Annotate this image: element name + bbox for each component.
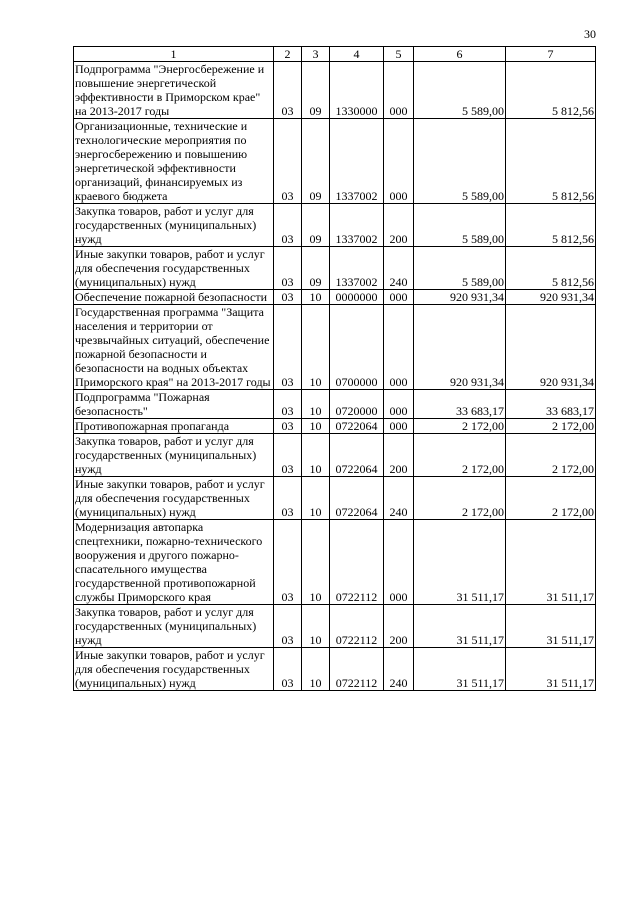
target-article-cell: 1330000 xyxy=(330,62,384,119)
amount-year2-cell: 5 812,56 xyxy=(506,247,596,290)
table-row xyxy=(74,247,596,290)
expense-type-cell: 240 xyxy=(384,247,414,290)
amount-year1-cell: 5 589,00 xyxy=(414,247,506,290)
target-article-cell: 1337002 xyxy=(330,247,384,290)
header-cell: 7 xyxy=(506,47,596,62)
row-name-cell: Закупка товаров, работ и услуг для государственных (муниципальных) нужд xyxy=(74,605,274,648)
table-row xyxy=(74,434,596,477)
amount-year2-cell: 31 511,17 xyxy=(506,605,596,648)
target-article-cell: 1337002 xyxy=(330,204,384,247)
podrazdel-cell: 10 xyxy=(302,390,330,419)
row-name-cell: Противопожарная пропаганда xyxy=(74,419,274,434)
amount-year1-cell: 31 511,17 xyxy=(414,520,506,605)
razdel-cell: 03 xyxy=(274,477,302,520)
podrazdel-cell: 10 xyxy=(302,520,330,605)
amount-year1-cell: 31 511,17 xyxy=(414,605,506,648)
row-name-cell: Иные закупки товаров, работ и услуг для обеспечения государственных (муниципальных) нужд xyxy=(74,648,274,691)
razdel-cell: 03 xyxy=(274,62,302,119)
header-cell: 3 xyxy=(302,47,330,62)
target-article-cell: 0722064 xyxy=(330,434,384,477)
target-article-cell: 1337002 xyxy=(330,119,384,204)
amount-year2-cell: 33 683,17 xyxy=(506,390,596,419)
amount-year1-cell: 33 683,17 xyxy=(414,390,506,419)
amount-year2-cell: 5 812,56 xyxy=(506,204,596,247)
table-row xyxy=(74,119,596,204)
target-article-cell: 0700000 xyxy=(330,305,384,390)
amount-year1-cell: 2 172,00 xyxy=(414,434,506,477)
table-row xyxy=(74,520,596,605)
expense-type-cell: 000 xyxy=(384,290,414,305)
table-row xyxy=(74,477,596,520)
expense-type-cell: 000 xyxy=(384,390,414,419)
razdel-cell: 03 xyxy=(274,290,302,305)
table-row xyxy=(74,605,596,648)
expense-type-cell: 200 xyxy=(384,204,414,247)
table-row xyxy=(74,419,596,434)
amount-year1-cell: 5 589,00 xyxy=(414,119,506,204)
target-article-cell: 0722112 xyxy=(330,648,384,691)
header-cell: 2 xyxy=(274,47,302,62)
expense-type-cell: 240 xyxy=(384,648,414,691)
amount-year1-cell: 5 589,00 xyxy=(414,204,506,247)
table-row xyxy=(74,290,596,305)
amount-year2-cell: 5 812,56 xyxy=(506,119,596,204)
header-cell: 4 xyxy=(330,47,384,62)
header-cell: 6 xyxy=(414,47,506,62)
target-article-cell: 0722112 xyxy=(330,520,384,605)
row-name-cell: Организационные, технические и технологические мероприятия по энергосбережению и повышению энергетической эффективности организаций, финансируемых из краевого бюджета xyxy=(74,119,274,204)
row-name-cell: Закупка товаров, работ и услуг для государственных (муниципальных) нужд xyxy=(74,434,274,477)
razdel-cell: 03 xyxy=(274,648,302,691)
table-row xyxy=(74,648,596,691)
amount-year2-cell: 2 172,00 xyxy=(506,419,596,434)
expense-type-cell: 200 xyxy=(384,605,414,648)
razdel-cell: 03 xyxy=(274,434,302,477)
amount-year2-cell: 2 172,00 xyxy=(506,434,596,477)
budget-table xyxy=(73,46,596,691)
row-name-cell: Модернизация автопарка спецтехники, пожарно-технического вооружения и другого пожарно-спасательного имущества государственной противопожарной службы Приморского края xyxy=(74,520,274,605)
amount-year2-cell: 31 511,17 xyxy=(506,520,596,605)
podrazdel-cell: 09 xyxy=(302,204,330,247)
amount-year2-cell: 920 931,34 xyxy=(506,305,596,390)
header-cell: 1 xyxy=(74,47,274,62)
razdel-cell: 03 xyxy=(274,605,302,648)
expense-type-cell: 240 xyxy=(384,477,414,520)
podrazdel-cell: 10 xyxy=(302,434,330,477)
target-article-cell: 0000000 xyxy=(330,290,384,305)
target-article-cell: 0722064 xyxy=(330,477,384,520)
amount-year2-cell: 5 812,56 xyxy=(506,62,596,119)
row-name-cell: Закупка товаров, работ и услуг для государственных (муниципальных) нужд xyxy=(74,204,274,247)
amount-year2-cell: 920 931,34 xyxy=(506,290,596,305)
header-row xyxy=(74,47,596,62)
target-article-cell: 0722112 xyxy=(330,605,384,648)
razdel-cell: 03 xyxy=(274,419,302,434)
row-name-cell: Государственная программа "Защита населения и территории от чрезвычайных ситуаций, обеспечение пожарной безопасности и безопасности на водных объектах Приморского края" на 2013-2017 годы xyxy=(74,305,274,390)
expense-type-cell: 000 xyxy=(384,62,414,119)
table-row xyxy=(74,204,596,247)
row-name-cell: Обеспечение пожарной безопасности xyxy=(74,290,274,305)
amount-year1-cell: 2 172,00 xyxy=(414,419,506,434)
podrazdel-cell: 09 xyxy=(302,119,330,204)
podrazdel-cell: 09 xyxy=(302,62,330,119)
podrazdel-cell: 10 xyxy=(302,290,330,305)
expense-type-cell: 000 xyxy=(384,419,414,434)
podrazdel-cell: 10 xyxy=(302,419,330,434)
row-name-cell: Подпрограмма "Пожарная безопасность" xyxy=(74,390,274,419)
amount-year2-cell: 2 172,00 xyxy=(506,477,596,520)
amount-year1-cell: 31 511,17 xyxy=(414,648,506,691)
amount-year2-cell: 31 511,17 xyxy=(506,648,596,691)
target-article-cell: 0722064 xyxy=(330,419,384,434)
razdel-cell: 03 xyxy=(274,119,302,204)
expense-type-cell: 000 xyxy=(384,305,414,390)
page-number: 30 xyxy=(584,27,596,41)
expense-type-cell: 000 xyxy=(384,119,414,204)
row-name-cell: Иные закупки товаров, работ и услуг для обеспечения государственных (муниципальных) нужд xyxy=(74,247,274,290)
amount-year1-cell: 5 589,00 xyxy=(414,62,506,119)
table-row xyxy=(74,62,596,119)
podrazdel-cell: 09 xyxy=(302,247,330,290)
row-name-cell: Подпрограмма "Энергосбережение и повышение энергетической эффективности в Приморском крае" на 2013-2017 годы xyxy=(74,62,274,119)
target-article-cell: 0720000 xyxy=(330,390,384,419)
podrazdel-cell: 10 xyxy=(302,648,330,691)
table-row xyxy=(74,390,596,419)
expense-type-cell: 200 xyxy=(384,434,414,477)
razdel-cell: 03 xyxy=(274,305,302,390)
amount-year1-cell: 920 931,34 xyxy=(414,290,506,305)
header-cell: 5 xyxy=(384,47,414,62)
amount-year1-cell: 2 172,00 xyxy=(414,477,506,520)
row-name-cell: Иные закупки товаров, работ и услуг для обеспечения государственных (муниципальных) нужд xyxy=(74,477,274,520)
razdel-cell: 03 xyxy=(274,390,302,419)
podrazdel-cell: 10 xyxy=(302,477,330,520)
expense-type-cell: 000 xyxy=(384,520,414,605)
table-row xyxy=(74,305,596,390)
podrazdel-cell: 10 xyxy=(302,305,330,390)
razdel-cell: 03 xyxy=(274,520,302,605)
razdel-cell: 03 xyxy=(274,247,302,290)
podrazdel-cell: 10 xyxy=(302,605,330,648)
amount-year1-cell: 920 931,34 xyxy=(414,305,506,390)
razdel-cell: 03 xyxy=(274,204,302,247)
